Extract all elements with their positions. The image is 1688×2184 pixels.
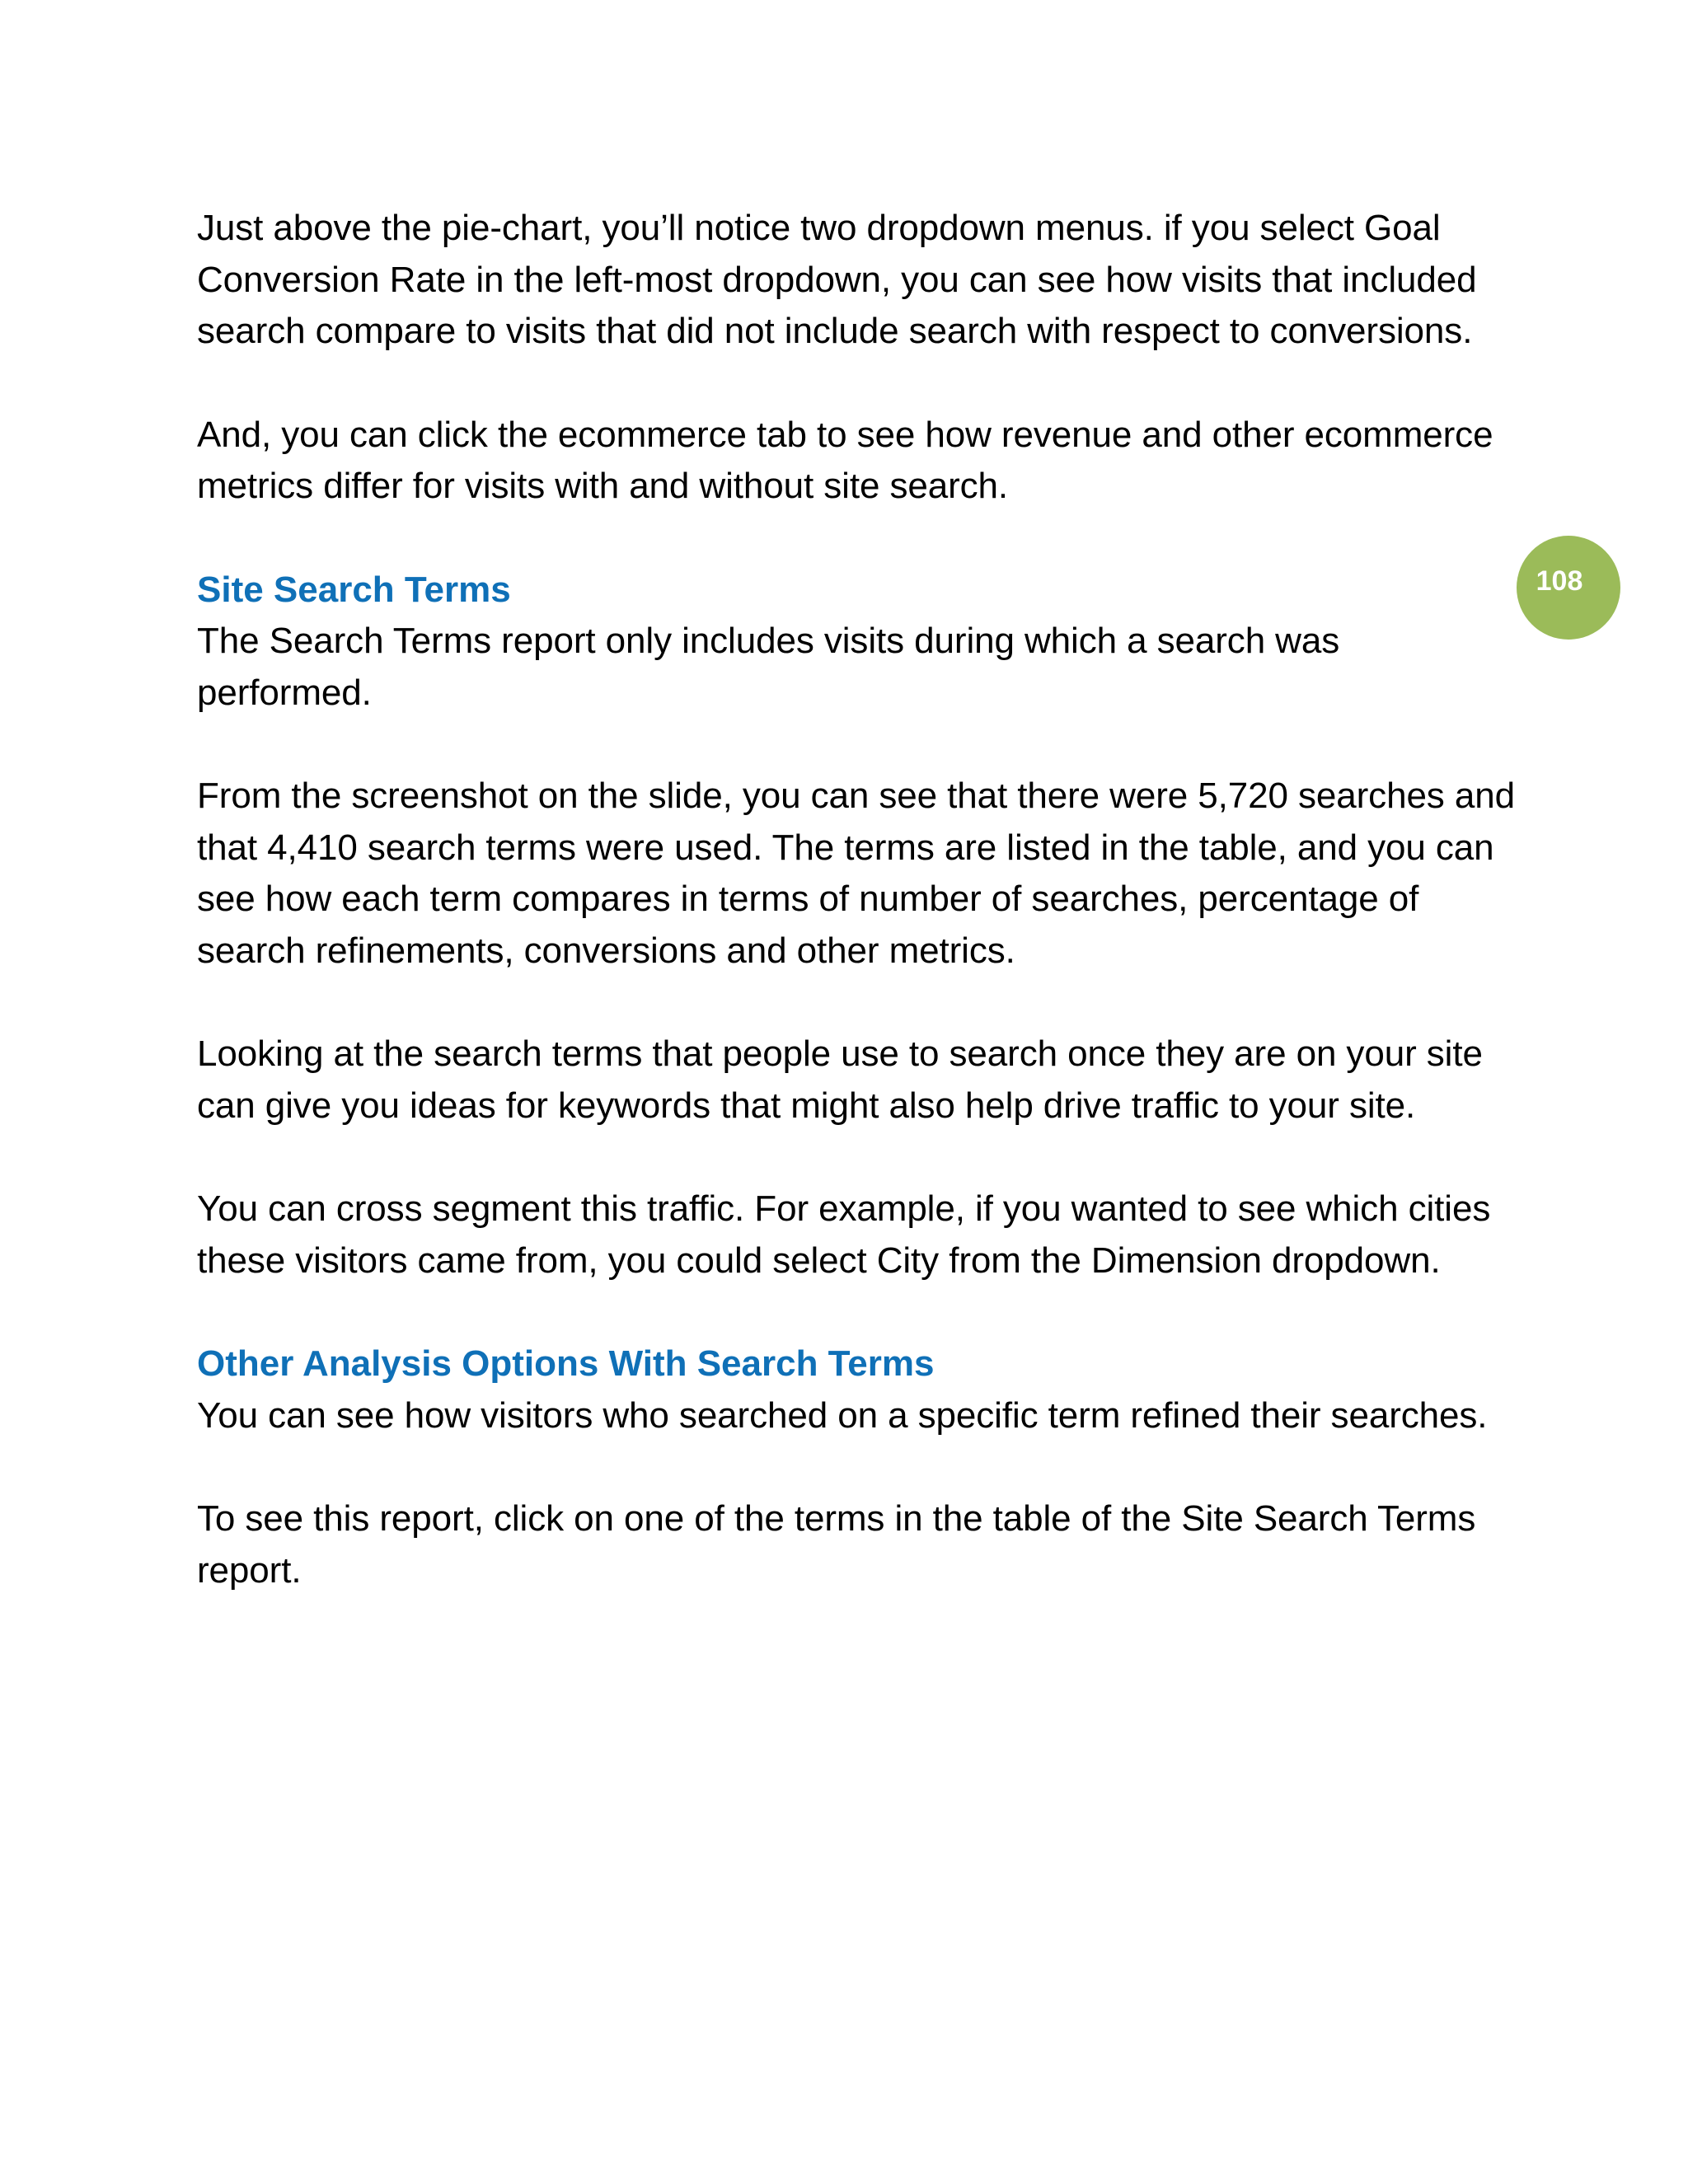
paragraph-keyword-ideas: Looking at the search terms that people use to search once they are on your site can give you ideas for keywords that might also help drive traffic to your site.	[197, 1033, 1483, 1126]
page-number: 108	[1536, 565, 1583, 597]
paragraph-pie-chart-dropdowns: Just above the pie-chart, you’ll notice two dropdown menus. if you select Goal Conversion Rate in the left-most dropdown, you can see how visits that included search compare to visits that did not include search with respect to conversions.	[197, 208, 1477, 351]
paragraph-see-report: To see this report, click on one of the terms in the table of the Site Search Terms report.	[197, 1498, 1476, 1591]
paragraph-search-terms-report: The Search Terms report only includes visits during which a search was performed.	[197, 621, 1340, 713]
paragraph-screenshot-counts: From the screenshot on the slide, you can see that there were 5,720 searches and that 4,410 search terms were used. The terms are listed in the table, and you can see how each term compares in terms of number of searches, percentage of search refinements, conversions and other metrics.	[197, 776, 1515, 971]
heading-site-search-terms: Site Search Terms	[197, 569, 511, 610]
heading-other-analysis-options: Other Analysis Options With Search Terms	[197, 1343, 935, 1384]
document-body	[197, 203, 1516, 1648]
paragraph-ecommerce-tab: And, you can click the ecommerce tab to see how revenue and other ecommerce metrics differ for visits with and without site search.	[197, 414, 1493, 506]
page-number-badge	[1517, 536, 1620, 640]
paragraph-cross-segment: You can cross segment this traffic. For example, if you wanted to see which cities these visitors came from, you could select City from the Dimension dropdown.	[197, 1188, 1491, 1281]
paragraph-refined-searches: You can see how visitors who searched on a specific term refined their searches.	[197, 1394, 1488, 1436]
